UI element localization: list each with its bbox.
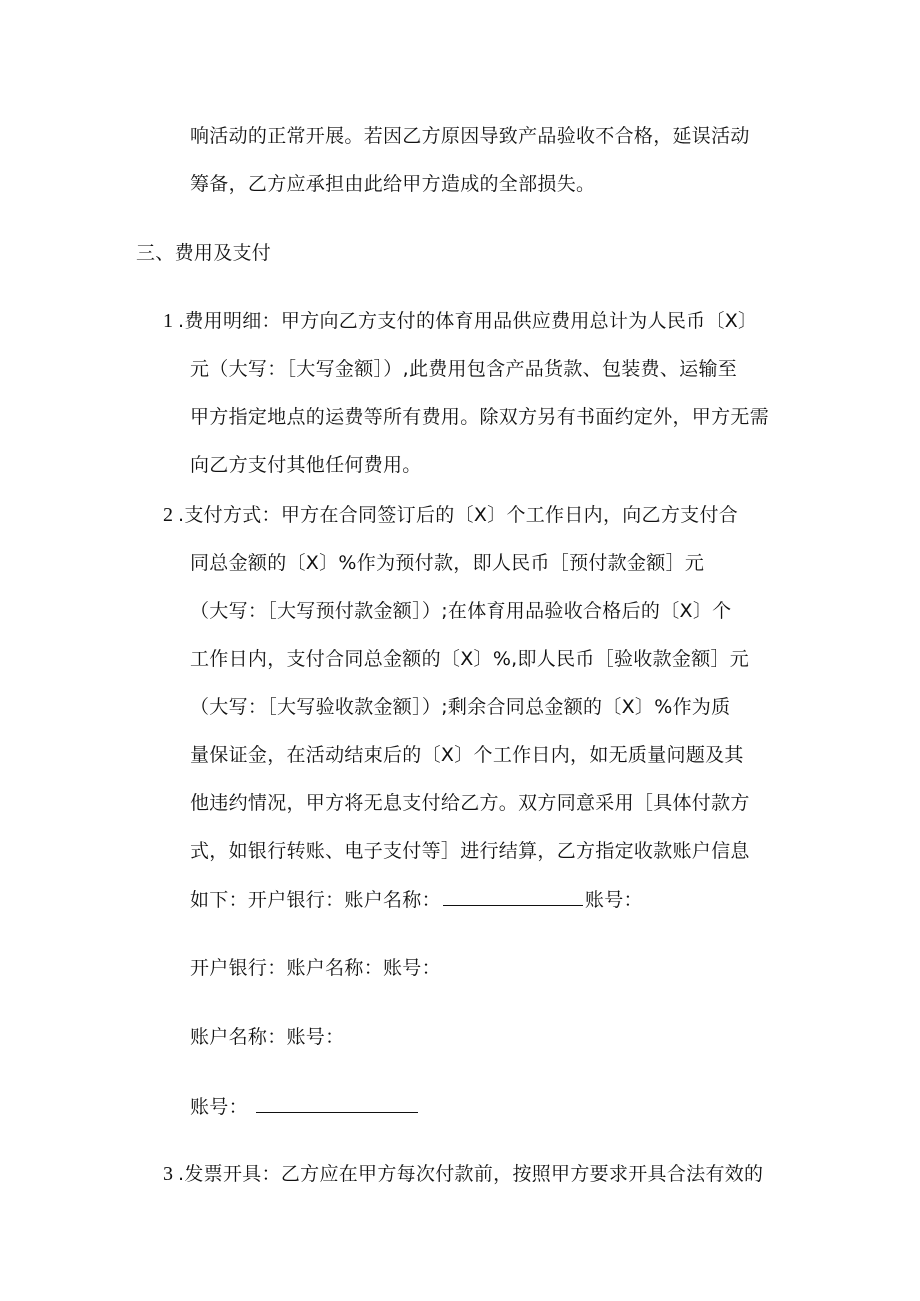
account-line-prefix: 如下：开户银行：账户名称： xyxy=(190,889,441,911)
item-2-line-4: 工作日内，支付合同总金额的〔X〕%,即人民币［验收款金额］元 xyxy=(190,648,750,670)
item-1-number: 1 xyxy=(163,310,173,332)
item-1-line-4: 向乙方支付其他任何费用。 xyxy=(190,454,422,476)
item-2-line-8: 式，如银行转账、电子支付等］进行结算，乙方指定收款账户信息 xyxy=(190,840,750,862)
item-3-line-1: .发票开具：乙方应在甲方每次付款前，按照甲方要求开具合法有效的 xyxy=(178,1163,764,1185)
account-line-name: 账户名称：账号： xyxy=(190,1026,345,1048)
item-2-line-5: （大写：［大写验收款金额］）;剩余合同总金额的〔X〕%作为质 xyxy=(190,696,731,718)
account-number-line xyxy=(190,1094,420,1119)
intro-line-2: 筹备，乙方应承担由此给甲方造成的全部损失。 xyxy=(190,173,596,195)
account-number-label: 账号： xyxy=(190,1096,248,1118)
section-heading: 三、费用及支付 xyxy=(136,242,272,264)
account-line-suffix: 账号： xyxy=(584,889,643,911)
item-2-number: 2 xyxy=(163,504,173,526)
account-line-bank: 开户银行：账户名称：账号： xyxy=(190,957,441,979)
account-name-blank xyxy=(443,887,583,906)
intro-line-1: 响活动的正常开展。若因乙方原因导致产品验收不合格，延误活动 xyxy=(190,125,750,147)
item-2-line-3: （大写：［大写预付款金额］）;在体育用品验收合格后的〔X〕个 xyxy=(190,600,732,622)
item-2-line-6: 量保证金，在活动结束后的〔X〕个工作日内，如无质量问题及其 xyxy=(190,744,744,766)
account-number-blank xyxy=(256,1094,418,1113)
item-3-number: 3 xyxy=(163,1163,173,1185)
item-2-line-7: 他违约情况，甲方将无息支付给乙方。双方同意采用［具体付款方 xyxy=(190,792,750,814)
item-1-line-2: 元（大写：［大写金额］）,此费用包含产品货款、包装费、运输至 xyxy=(190,358,738,380)
item-1-line-1: .费用明细：甲方向乙方支付的体育用品供应费用总计为人民币〔X〕 xyxy=(178,310,758,332)
item-2-line-1: .支付方式：甲方在合同签订后的〔X〕个工作日内，向乙方支付合 xyxy=(178,504,739,526)
item-2-line-2: 同总金额的〔X〕%作为预付款，即人民币［预付款金额］元 xyxy=(190,552,705,574)
item-1-line-3: 甲方指定地点的运费等所有费用。除双方另有书面约定外，甲方无需 xyxy=(190,406,770,428)
item-2-account-line xyxy=(190,887,643,912)
